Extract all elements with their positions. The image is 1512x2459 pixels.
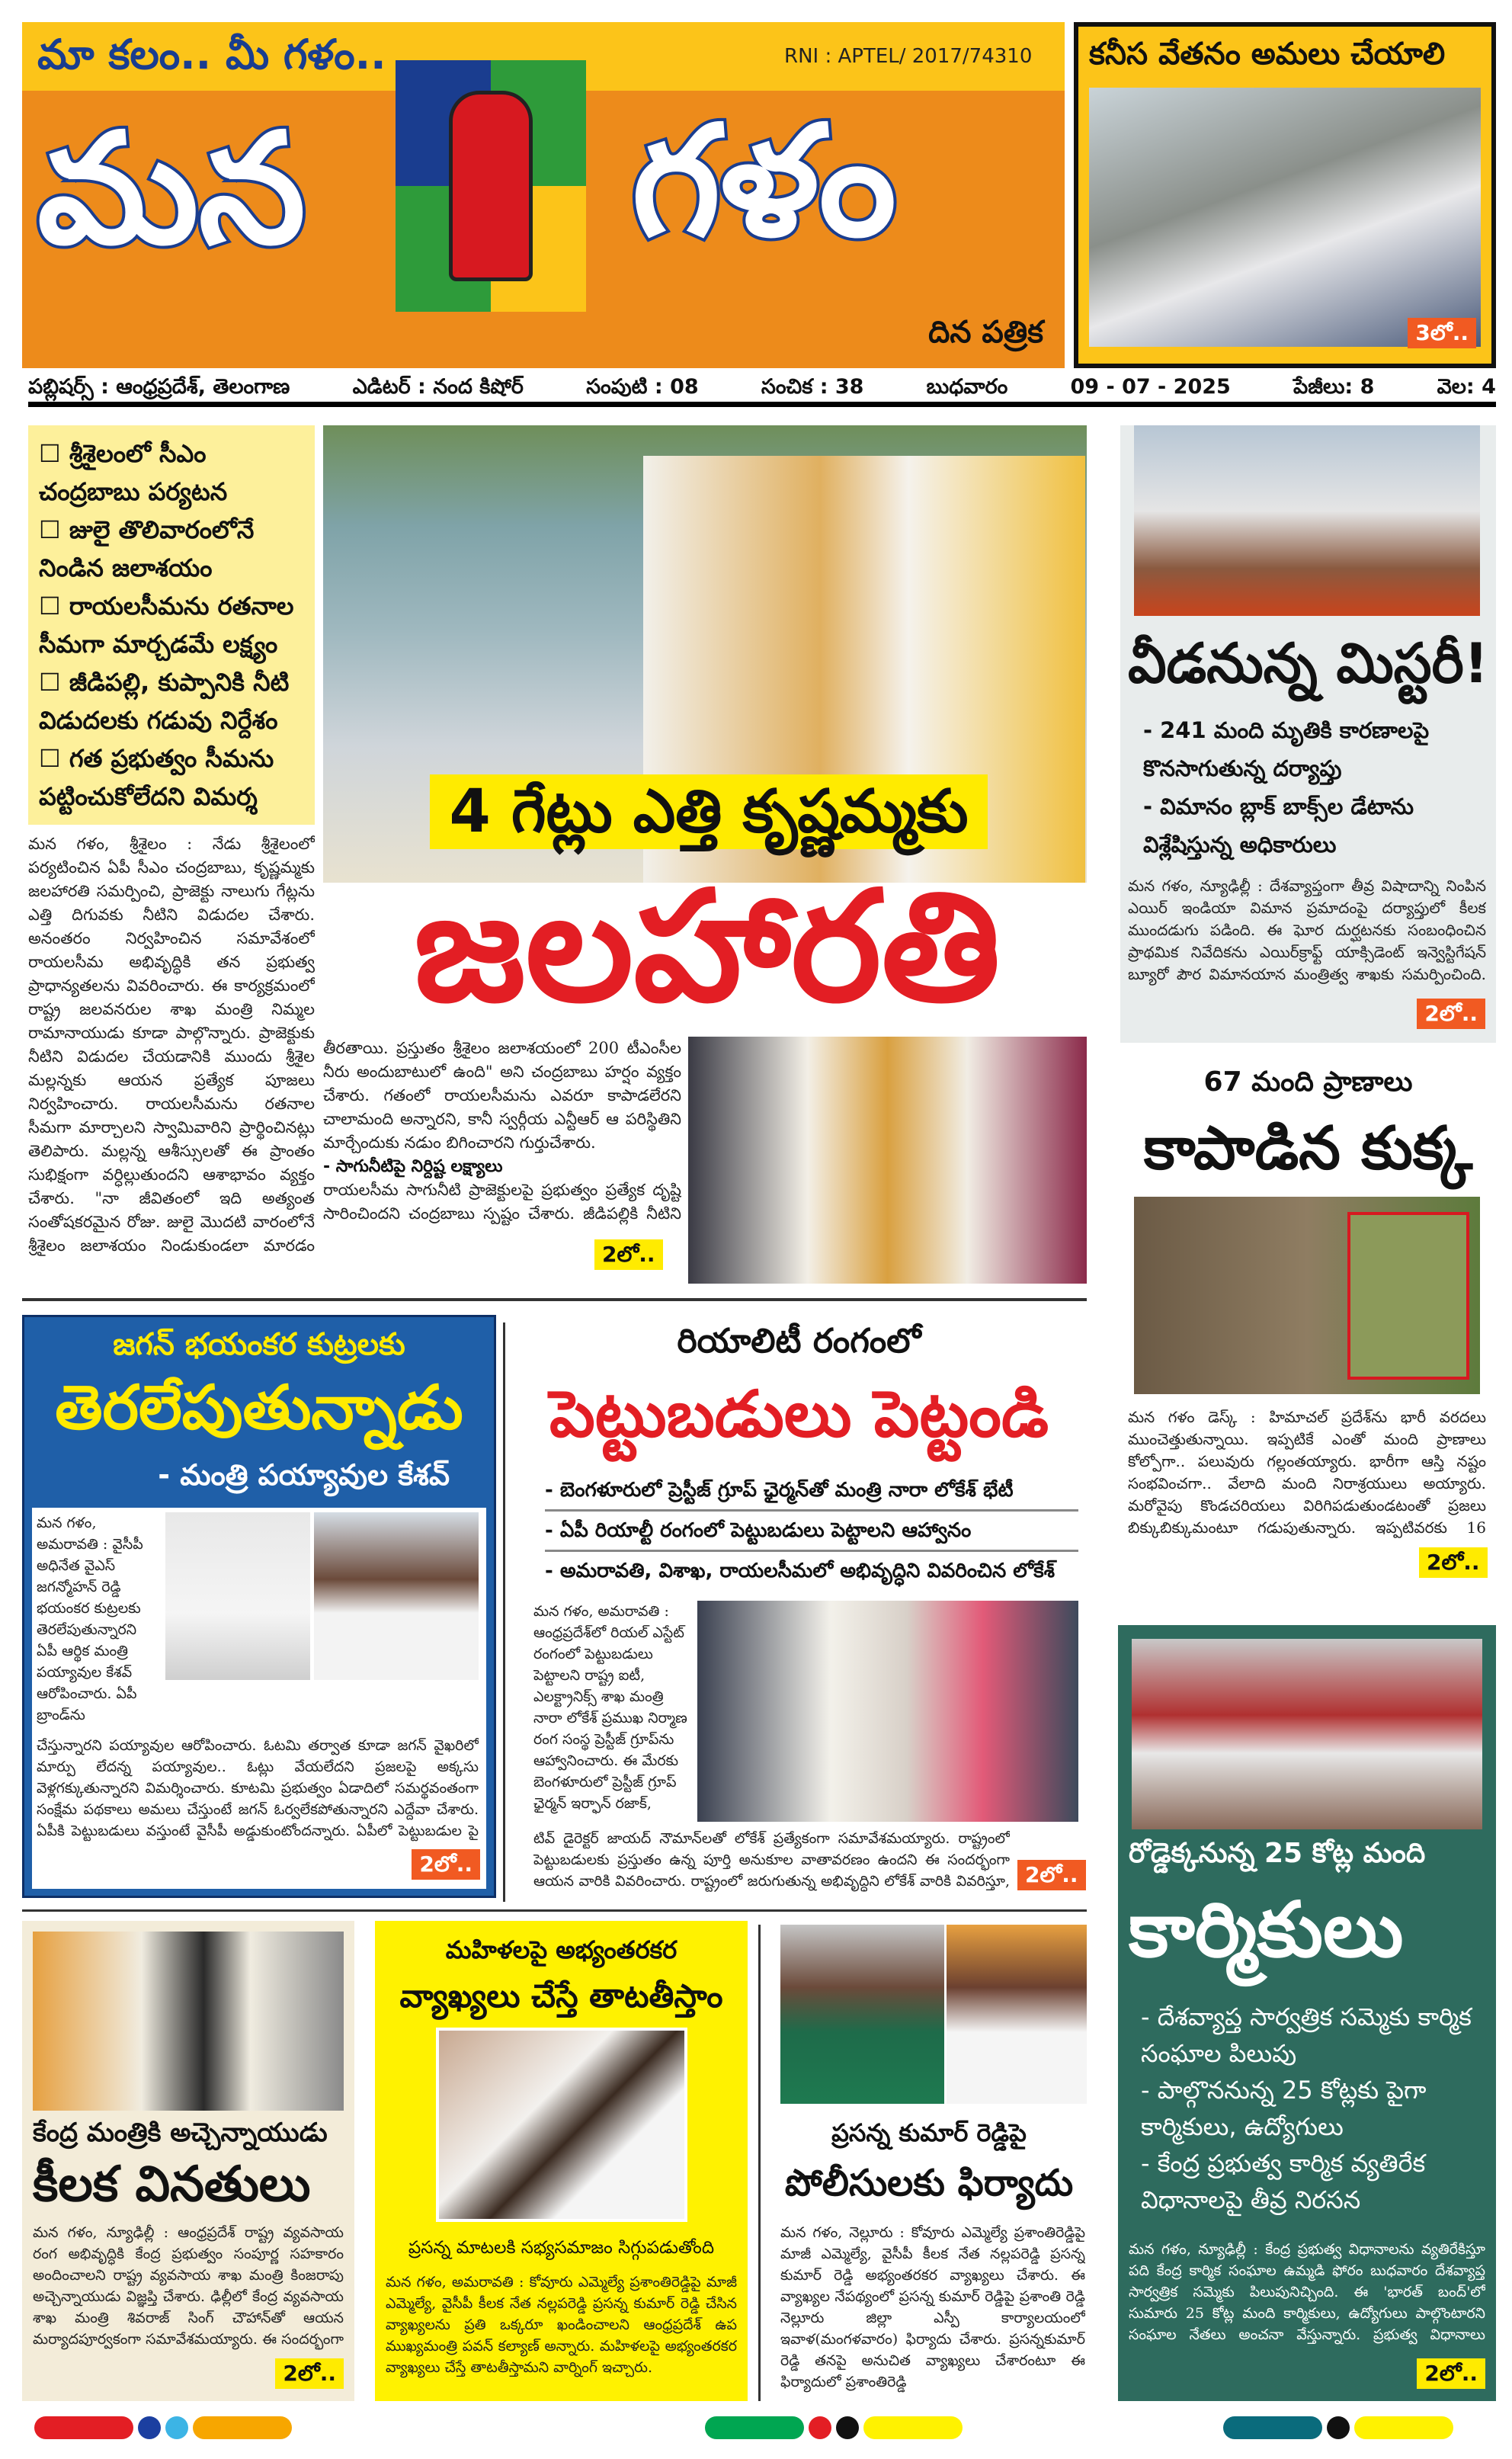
dog-headline: కాపాడిన కుక్క <box>1143 1114 1473 1183</box>
masthead <box>22 22 1065 368</box>
pawan-story <box>375 1921 748 2401</box>
lead-body-mid-wrap <box>323 1037 681 1226</box>
color-pill <box>34 2416 133 2439</box>
pawan-photo <box>436 2028 687 2222</box>
realty-bullets <box>545 1471 1078 1590</box>
fist-logo-icon <box>396 60 586 312</box>
pawan-kicker: మహిళలపై అభ్యంతరకర <box>445 1935 678 1964</box>
dog-kicker: 67 మంది ప్రాణాలు <box>1203 1066 1413 1098</box>
minister-body: మన గళం, న్యూఢిల్లీ : ఆంధ్రప్రదేశ్ రాష్ట్ర వ్యవసాయ రంగ అభివృద్ధికి కేంద్ర ప్రభుత్వం సంపూర్ణ సహకారం అందించాలని రాష్ట్ర వ్యవసాయ శాఖ మంత్రి కింజరాపు అచ్చెన్నాయుడు విజ్ఞప్తి చేశారు. ఢిల్లీలో కేంద్ర వ్యవసాయ శాఖ మంత్రి శివరాజ్ సింగ్ చౌహాన్‌తో ఆయన మర్యాదపూర్వకంగా సమావేశమయ్యారు. ఈ సందర్భంగా <box>33 2224 344 2348</box>
realty-headline: పెట్టుబడులు పెట్టండి <box>549 1377 1049 1451</box>
color-pill <box>1223 2416 1322 2439</box>
plane-headline: వీడనున్న మిస్టరీ! <box>1128 631 1489 695</box>
realty-bullet: - అమరావతి, విశాఖ, రాయలసీమలో అభివృద్ధిని వివరించిన లోకేశ్ <box>545 1560 1055 1582</box>
plane-bullets <box>1143 711 1478 864</box>
workers-bullet: - దేశవ్యాప్త సార్వత్రిక సమ్మెకు కార్మిక సంఘాల పిలుపు <box>1141 2002 1472 2068</box>
dog-photo <box>1134 1197 1480 1394</box>
minister-photo <box>33 1932 344 2111</box>
workers-page-ref[interactable]: 2లో.. <box>1417 2358 1485 2389</box>
jagan-body: చేస్తున్నారని పయ్యావుల ఆరోపించారు. ఓటమి తర్వాత కూడా జగన్ వైఖరిలో మార్పు లేదన్న పయ్యావుల.. ఓట్లు వేయలేదని ప్రజలపై అక్కసు వెళ్లగక్కుతున్నారని విమర్శించారు. కూటమి ప్రభుత్వం ఏడాదిలో సమర్థవంతంగా సంక్షేమ పథకాలు అమలు చేస్తుంటే జగన్ ఓర్వలేకపోతున్నారని ఎద్దేవా చేశారు. ఏపీకి పెట్టుబడులు వస్తుంటే వైసీపీ అడ్డుకుంటోందన్నారు. ఏపీలో పెట్టుబడుల పై <box>37 1737 479 1839</box>
jagan-headline: తెరలేపుతున్నాడు <box>55 1372 463 1443</box>
pawan-body: మన గళం, అమరావతి : కోవూరు ఎమ్మెల్యే ప్రశాంతిరెడ్డిపై మాజీ ఎమ్మెల్యే, వైసీపీ కీలక నేత నల్లపరెడ్డి ప్రసన్న కుమార్ రెడ్డి చేసిన వ్యాఖ్యలను ప్రతి ఒక్కరూ ఖండించాలని ఆంధ్రప్రదేశ్ ఉప ముఖ్యమంత్రి పవన్ కల్యాణ్ అన్నారు. మహిళలపై అభ్యంతరకర వ్యాఖ్యలు చేస్తే తాటతీస్తామని వార్నింగ్ ఇచ్చారు. <box>386 2274 737 2376</box>
workers-story <box>1118 1625 1496 2401</box>
lead-bullet: ☐ గత ప్రభుత్వం సీమను పట్టించుకోలేదని విమర్శ <box>39 744 274 811</box>
section-divider <box>22 1909 1087 1912</box>
lead-body-left: మన గళం, శ్రీశైలం : నేడు శ్రీశైలంలో పర్యటించిన ఏపీ సీఎం చంద్రబాబు, కృష్ణమ్మకు జలహారతి సమర్పించి, ప్రాజెక్టు నాలుగు గేట్లను ఎత్తి దిగువకు నీటిని విడుదల చేశారు. అనంతరం నిర్వహించిన సమావేశంలో రాయలసీమ అభివృద్ధికి తన ప్రభుత్వ ప్రాధాన్యతలను వివరించారు. ఈ కార్యక్రమంలో రాష్ట్ర జలవనరుల శాఖ మంత్రి నిమ్మల రామానాయుడు కూడా పాల్గొన్నారు. ప్రాజెక్టుకు నీటిని విడుదల చేయడానికి ముందు శ్రీశైల మల్లన్నకు ఆయన ప్రత్యేక పూజలు నిర్వహించారు. రాయలసీమను రతనాల సీమగా మార్చాలని స్వామివారిని ప్రార్థించినట్లు తెలిపారు. మల్లన్న ఆశీస్సులతో ఈ ప్రాంతం సుభిక్షంగా వర్ధిల్లుతుందని ఆశాభావం వ్యక్తం చేశారు. "నా జీవితంలో ఇది అత్యంత సంతోషకరమైన రోజు. జులై మొదటి వారంలోనే శ్రీశైలం జలాశయం నిండుకుండలా మారడం <box>28 835 315 1255</box>
day: బుధవారం <box>926 375 1008 399</box>
editor: ఎడిటర్ : నంద కిషోర్ <box>352 375 524 399</box>
column-divider <box>503 1322 505 1902</box>
top-story-page-ref[interactable]: 3లో.. <box>1408 318 1476 348</box>
top-story-headline: కనీస వేతనం అమలు చేయాలి <box>1089 37 1446 72</box>
top-story-box[interactable] <box>1074 22 1496 368</box>
lead-subhead: - సాగునీటిపై నిర్దిష్ట లక్ష్యాలు <box>323 1157 503 1176</box>
lead-body-mid2: రాయలసీమ సాగునీటి ప్రాజెక్టులపై ప్రభుత్వం ప్రత్యేక దృష్టి సారించిందని చంద్రబాబు స్పష్టం చేశారు. జీడిపల్లికి నీటిని <box>323 1181 681 1223</box>
jagan-byline: - మంత్రి పయ్యావుల కేశవ్ <box>158 1458 450 1492</box>
lead-bullet: ☐ రాయలసీమను రతనాల సీమగా మార్చడమే లక్ష్యం <box>39 592 294 659</box>
workers-bullet: - కేంద్ర ప్రభుత్వ కార్మిక వ్యతిరేక విధానాలపై తీవ్ర నిరసన <box>1141 2149 1426 2214</box>
plane-story <box>1120 425 1496 1043</box>
jagan-photo <box>165 1512 310 1680</box>
dog-page-ref[interactable]: 2లో.. <box>1419 1547 1488 1578</box>
pages: పేజీలు: 8 <box>1293 375 1375 399</box>
color-dot <box>836 2416 859 2439</box>
color-dot <box>138 2416 161 2439</box>
plane-bullet: - 241 మంది మృతికి కారణాలపై కొనసాగుతున్న దర్యాప్తు <box>1143 717 1430 781</box>
workers-bullet: - పాల్గొననున్న 25 కోట్లకు పైగా కార్మికులు, ఉద్యోగులు <box>1141 2076 1427 2141</box>
color-dot <box>1327 2416 1350 2439</box>
color-pill <box>193 2416 292 2439</box>
footer-color-strip-mid <box>705 2416 963 2439</box>
realty-bullet: - బెంగళూరులో ప్రెస్టీజ్ గ్రూప్ ఛైర్మన్‌తో మంత్రి నారా లోకేశ్ భేటీ <box>545 1471 1078 1512</box>
minister-page-ref[interactable]: 2లో.. <box>275 2358 344 2389</box>
volume: సంపుటి : 08 <box>586 375 699 399</box>
color-pill <box>863 2416 963 2439</box>
lead-kicker: 4 గేట్లు ఎత్తి కృష్ణమ్మకు <box>430 774 988 849</box>
lead-bullet: ☐ శ్రీశైలంలో సీఎం చంద్రబాబు పర్యటన <box>39 439 228 506</box>
pawan-headline: వ్యాఖ్యలు చేస్తే తాటతీస్తాం <box>399 1977 723 2015</box>
police-body: మన గళం, నెల్లూరు : కోవూరు ఎమ్మెల్యే ప్రశాంతిరెడ్డిపై మాజీ ఎమ్మెల్యే, వైసీపీ కీలక నేత నల్లపరెడ్డి ప్రసన్న కుమార్ రెడ్డి అభ్యంతరకర వ్యాఖ్యలు చేశారు. ఈ వ్యాఖ్యల నేపథ్యంలో ప్రసన్న కుమార్ రెడ్డిపై ప్రశాంతి రెడ్డి నెల్లూరు జిల్లా ఎస్పీ కార్యాలయంలో ఇవాళ(మంగళవారం) ఫిర్యాదు చేశారు. ప్రసన్నకుమార్ రెడ్డి తనపై అనుచిత వ్యాఖ్యలు చేశారంటూ ఈ ఫిర్యాదులో ప్రశాంతిరెడ్డి <box>780 2224 1085 2390</box>
lead-left-column <box>28 425 315 1275</box>
plane-photo <box>1134 425 1480 616</box>
price: వెల: 4 <box>1437 375 1496 399</box>
realty-body: టివ్ డైరెక్టర్ జాయద్ నౌమాన్‌లతో లోకేశ్ ప్రత్యేకంగా సమావేశమయ్యారు. రాష్ట్రంలో పెట్టుబడులకు ప్రస్తుతం ఉన్న పూర్తి అనుకూల వాతావరణం ఉందని ఈ సందర్భంగా ఆయన వారికి వివరించారు. రాష్ట్రంలో జరుగుతున్న అభివృద్ధిని లోకేశ్ వారికి వివరిస్తూ, <box>533 1830 1010 1890</box>
section-divider <box>22 1298 1087 1301</box>
workers-body: మన గళం, న్యూఢిల్లీ : కేంద్ర ప్రభుత్వ విధానాలను వ్యతిరేకిస్తూ పది కేంద్ర కార్మిక సంఘాల ఉమ్మడి ఫోరం బుధవారం దేశవ్యాప్త సార్వత్రిక సమ్మెకు పిలుపునిచ్చింది. ఈ 'భారత్ బంద్'లో సుమారు 25 కోట్ల మంది కార్మికులు, ఉద్యోగులు పాల్గొంటారని సంఘాల నేతలు అంచనా వేస్తున్నారు. ప్రభుత్వ విధానాలు <box>1129 2241 1485 2343</box>
rni-number: RNI : APTEL/ 2017/74310 <box>784 45 1033 68</box>
plane-body: మన గళం, న్యూఢిల్లీ : దేశవ్యాప్తంగా తీవ్ర విషాదాన్ని నింపిన ఎయిర్ ఇండియా విమాన ప్రమాదంపై దర్యాప్తులో కీలక ముందడుగు పడింది. ఈ ఘోర దుర్ఘటనకు సంబంధించిన ప్రాథమిక నివేదికను ఎయిర్‌క్రాఫ్ట్ యాక్సిడెంట్ ఇన్వెస్టిగేషన్ బ్యూరో పౌర విమానయాన మంత్రిత్వ శాఖకు సమర్పించింది. <box>1128 877 1486 983</box>
prashanthi-photo <box>780 1925 944 2104</box>
lead-headline: జలహారతి <box>414 858 1001 1036</box>
workers-bullets <box>1141 1999 1476 2218</box>
realty-body-side: మన గళం, అమరావతి : ఆంధ్రప్రదేశ్‌లో రియల్ ఎస్టేట్ రంగంలో పెట్టుబడులు పెట్టాలని రాష్ట్ర ఐటీ, ఎలక్ట్రానిక్స్ శాఖ మంత్రి నారా లోకేశ్ ప్రముఖ నిర్మాణ రంగ సంస్థ ప్రెస్టీజ్ గ్రూప్‌ను ఆహ్వానించారు. ఈ మేరకు బెంగళూరులో ప్రెస్టీజ్ గ్రూప్ ఛైర్మన్ ఇర్ఫాన్ రజాక్, <box>533 1603 687 1812</box>
lead-bullet: ☐ జులై తొలివారంలోనే నిండిన జలాశయం <box>39 515 255 582</box>
jagan-story <box>22 1315 496 1898</box>
plane-page-ref[interactable]: 2లో.. <box>1417 999 1485 1029</box>
date: 09 - 07 - 2025 <box>1070 375 1231 399</box>
jagan-body-side: మన గళం, అమరావతి : వైసీపీ అధినేత వైఎస్ జగన్మోహన్ రెడ్డి భయంకర కుట్రలకు తెరలేపుతున్నారని ఏపీ ఆర్థిక మంత్రి పయ్యావుల కేశవ్ ఆరోపించారు. ఏపీ బ్రాండ్‌ను <box>37 1515 143 1723</box>
plane-bullet: - విమానం బ్లాక్ బాక్స్‌ల డేటాను విశ్లేషిస్తున్న అధికారులు <box>1143 793 1414 858</box>
masthead-title-left: మన <box>37 101 306 278</box>
jagan-kicker: జగన్ భయంకర కుట్రలకు <box>113 1327 405 1362</box>
dog-body: మన గళం డెస్క్ : హిమాచల్ ప్రదేశ్‌ను భారీ వరదలు ముంచెత్తుతున్నాయి. ఇప్పటికే ఎంతో మంది ప్రాణాలు కోల్పోగా.. పలువురు గల్లంతయ్యారు. భారీగా ఆస్తి నష్టం సంభవించగా.. వేలాది మంది నిరాశ్రయులు అయ్యారు. మరోవైపు కొండచరియలు విరిగిపడుతుండటంతో ప్రజలు బిక్కుబిక్కుమంటూ గడుపుతున్నారు. ఇప్పటివరకు 16 <box>1128 1408 1486 1537</box>
masthead-tagline: మా కలం.. మీ గళం.. <box>37 30 386 79</box>
footer-color-strip-left <box>34 2416 292 2439</box>
realty-kicker: రియాలిటీ రంగంలో <box>677 1322 921 1361</box>
color-dot <box>165 2416 188 2439</box>
lead-kicker-wrap <box>335 770 1082 854</box>
workers-photo <box>1132 1639 1482 1829</box>
color-pill <box>1354 2416 1453 2439</box>
lead-bullets <box>28 425 315 825</box>
lead-body-mid: తీరతాయి. ప్రస్తుతం శ్రీశైలం జలాశయంలో 200 టీఎంసీల నీరు అందుబాటులో ఉంది" అని చంద్రబాబు హర్షం వ్యక్తం చేశారు. గతంలో రాయలసీమను ఎవరూ కాపాడలేరని చాలామంది అన్నారని, కానీ స్వర్గీయ ఎన్టీఆర్ ఆ పరిస్థితిని మార్చేందుకు నడుం బిగించారని గుర్తుచేశారు. <box>323 1039 681 1152</box>
realty-bullet: - ఏపీ రియాల్టీ రంగంలో పెట్టుబడులు పెట్టాలని ఆహ్వానం <box>545 1512 1078 1552</box>
police-headline: పోలీసులకు ఫిర్యాదు <box>784 2162 1074 2204</box>
realty-page-ref[interactable]: 2లో.. <box>1017 1860 1086 1890</box>
publisher: పబ్లిషర్స్ : ఆంధ్రప్రదేశ్, తెలంగాణ <box>28 375 290 399</box>
info-bar <box>28 373 1496 407</box>
police-kicker: ప్రసన్న కుమార్ రెడ్డిపై <box>831 2118 1027 2147</box>
workers-headline: కార్మికులు <box>1129 1885 1404 1974</box>
realty-photo <box>697 1601 1078 1822</box>
keshav-photo <box>314 1512 479 1680</box>
lead-photo-event <box>688 1037 1087 1284</box>
color-pill <box>705 2416 804 2439</box>
workers-kicker: రోడ్డెక్కనున్న 25 కోట్ల మంది <box>1129 1838 1426 1869</box>
lead-bullet: ☐ జీడిపల్లి, కుప్పానికి నీటి విడుదలకు గడువు నిర్దేశం <box>39 668 290 735</box>
minister-headline: కీలక వినతులు <box>33 2156 311 2213</box>
color-dot <box>809 2416 831 2439</box>
masthead-title-right: గళం <box>632 93 897 271</box>
footer-color-strip-right <box>1223 2416 1453 2439</box>
column-divider <box>758 1925 761 2401</box>
top-story-photo <box>1089 88 1481 347</box>
minister-story <box>22 1921 354 2401</box>
masthead-subtitle: దిన పత్రిక <box>928 315 1043 350</box>
lead-page-ref[interactable]: 2లో.. <box>594 1239 663 1270</box>
prasanna-photo <box>947 1925 1087 2104</box>
pawan-caption: ప్రసన్న మాటలకి సభ్యసమాజం సిగ్గుపడుతోంది <box>408 2238 715 2258</box>
issue: సంచిక : 38 <box>761 375 864 399</box>
jagan-page-ref[interactable]: 2లో.. <box>412 1849 480 1880</box>
minister-kicker: కేంద్ర మంత్రికి అచ్చెన్నాయుడు <box>33 2118 328 2148</box>
